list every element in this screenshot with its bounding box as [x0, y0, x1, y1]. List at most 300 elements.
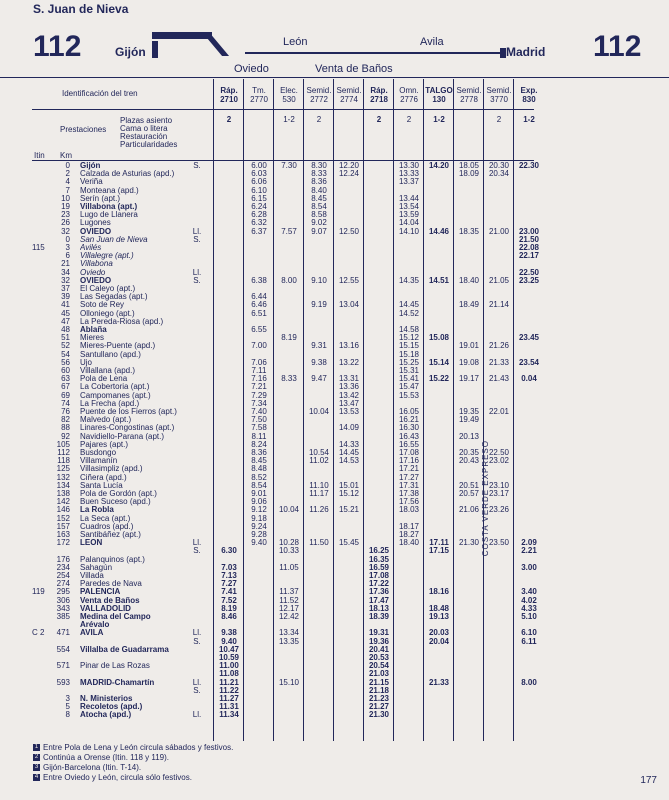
station-name: Calzada de Asturias (apd.): [80, 169, 175, 179]
time-cell: 12.20: [338, 161, 360, 170]
km-cell: 134: [56, 480, 70, 490]
time-cell: 23.54: [518, 357, 540, 367]
time-cell: 14.45: [338, 448, 360, 457]
km-cell: 37: [61, 284, 70, 293]
km-cell: 52: [61, 341, 70, 351]
time-cell: 9.12: [251, 505, 267, 515]
time-cell: 21.27: [368, 702, 390, 712]
station-name: La Frecha (apd.): [80, 398, 140, 408]
time-cell: 20.13: [458, 431, 480, 441]
km-cell: 274: [56, 579, 70, 589]
time-cell: 8.36: [311, 177, 327, 187]
km-cell: 7: [65, 185, 70, 195]
time-cell: 17.16: [398, 456, 420, 466]
time-cell: 7.52: [221, 595, 237, 605]
time-cell: 3.40: [521, 587, 537, 597]
time-cell: 6.28: [251, 210, 267, 220]
restauracion-label: Restauración: [120, 132, 168, 141]
time-cell: 19.49: [458, 415, 480, 425]
time-cell: 6.06: [251, 177, 267, 187]
km-cell: 593: [56, 677, 70, 687]
time-cell: 9.06: [251, 497, 267, 507]
time-cell: 8.33: [281, 374, 297, 384]
route-bar: [152, 41, 158, 58]
station-name: Linares-Congostinas (apt.): [80, 423, 175, 433]
time-cell: 15.47: [398, 382, 420, 392]
station-name: Cuadros (apd.): [80, 521, 134, 531]
arrival-departure-mark: Ll.: [192, 267, 202, 277]
time-cell: 6.11: [521, 636, 537, 646]
time-cell: 6.46: [251, 300, 267, 310]
time-cell: 6.51: [251, 308, 267, 318]
time-cell: 18.16: [428, 587, 450, 597]
time-cell: 8.30: [311, 161, 327, 170]
station-name: La Robla: [80, 505, 114, 515]
time-cell: 11.10: [309, 480, 329, 490]
time-cell: 7.00: [251, 341, 267, 351]
time-cell: 8.46: [221, 612, 237, 621]
train-type: TALGO: [425, 86, 453, 95]
time-cell: 15.31: [398, 366, 420, 375]
time-cell: 18.40: [398, 538, 420, 548]
footnote: [33, 743, 233, 752]
route-bar: [500, 48, 506, 58]
time-cell: 13.59: [398, 210, 420, 220]
station-name: Soto de Rey: [80, 300, 125, 310]
station-name: Serín (apt.): [80, 193, 121, 203]
time-cell: 15.14: [428, 357, 450, 367]
train-column-header: [304, 86, 334, 124]
time-cell: 6.37: [251, 226, 267, 236]
time-cell: 8.45: [251, 456, 267, 466]
footnote-number: 1: [34, 744, 39, 751]
train-type: Ráp.: [370, 86, 388, 95]
km-cell: 6: [65, 251, 70, 261]
time-cell: 6.38: [251, 275, 267, 285]
timetable-row: [32, 710, 534, 719]
time-cell: 9.47: [311, 374, 327, 384]
arrival-departure-mark: S.: [193, 546, 201, 556]
station-name: Buen Suceso (apd.): [80, 497, 151, 507]
time-cell: 14.33: [338, 439, 360, 449]
time-cell: 8.52: [251, 472, 267, 482]
time-cell: 18.05: [458, 161, 480, 170]
time-cell: 11.17: [309, 489, 329, 498]
time-cell: 17.21: [398, 464, 420, 474]
station-name: Sahagún: [80, 562, 113, 572]
train-column-header: [424, 86, 454, 124]
km-cell: 19: [61, 202, 70, 211]
station-name: OVIEDO: [80, 226, 112, 236]
timetable-number-right: 112: [593, 30, 642, 63]
train-plazas: 1-2: [523, 115, 535, 124]
time-cell: 10.47: [218, 644, 240, 654]
km-cell: 34: [61, 267, 70, 277]
time-cell: 8.48: [251, 464, 267, 474]
time-cell: 11.00: [219, 661, 239, 671]
timetable-header: [0, 0, 669, 78]
time-cell: 7.57: [281, 226, 297, 236]
time-cell: 17.22: [368, 579, 390, 589]
time-cell: 17.11: [429, 538, 449, 548]
time-cell: 6.24: [251, 202, 267, 211]
time-cell: 9.18: [251, 513, 267, 523]
time-cell: 10.54: [308, 448, 330, 457]
time-cell: 10.04: [278, 505, 300, 515]
station-name: La Pereda-Riosa (apd.): [80, 316, 164, 326]
km-cell: 74: [61, 398, 70, 408]
time-cell: 18.35: [458, 226, 480, 236]
train-number: 530: [282, 95, 296, 104]
time-cell: 11.37: [279, 587, 299, 597]
time-cell: 15.10: [278, 677, 300, 687]
train-column-header: [394, 86, 424, 124]
km-cell: 32: [61, 275, 70, 285]
km-cell: 45: [61, 308, 70, 318]
time-cell: 6.55: [251, 325, 267, 334]
train-type: Elec.: [280, 86, 298, 95]
time-cell: 20.41: [368, 644, 390, 654]
km-cell: 343: [56, 603, 70, 613]
to-station: Madrid: [506, 45, 546, 59]
train-type: Semid.: [486, 86, 512, 95]
time-cell: 4.02: [521, 595, 537, 605]
time-cell: 5.10: [521, 612, 537, 621]
time-cell: 13.54: [398, 202, 420, 211]
station-name: Ciñera (apd.): [80, 472, 127, 482]
train-column-header: [514, 86, 544, 124]
time-cell: 16.21: [398, 415, 420, 425]
rule: [32, 160, 534, 161]
station-name: Villalegre (apt.): [80, 251, 134, 261]
time-cell: 15.53: [398, 390, 420, 400]
time-cell: 6.00: [251, 161, 267, 170]
km-cell: 21: [61, 259, 70, 269]
time-cell: 9.38: [221, 628, 237, 638]
km-cell: 157: [56, 521, 70, 531]
time-cell: 6.30: [221, 546, 237, 556]
km-cell: 385: [56, 612, 70, 621]
cama-label: Cama o litera: [120, 124, 168, 133]
km-cell: 5: [65, 702, 70, 712]
time-cell: 14.04: [398, 218, 420, 228]
train-number: 2710: [220, 95, 238, 104]
time-cell: 14.52: [398, 308, 420, 318]
time-cell: 15.12: [398, 333, 420, 343]
km-cell: 26: [61, 218, 70, 228]
time-cell: 15.41: [398, 374, 420, 384]
time-cell: 21.14: [488, 300, 510, 310]
station-name: Santullano (apd.): [80, 349, 141, 359]
time-cell: 16.59: [368, 562, 390, 572]
train-id-label: Identificación del tren: [62, 89, 138, 98]
time-cell: 16.05: [398, 407, 420, 416]
time-cell: 14.09: [338, 423, 360, 433]
time-cell: 17.08: [368, 571, 390, 580]
km-cell: 51: [61, 333, 70, 343]
time-cell: 20.53: [368, 653, 390, 662]
time-cell: 8.19: [281, 333, 297, 343]
time-cell: 17.38: [398, 489, 420, 498]
train-number: 2774: [340, 95, 358, 104]
time-cell: 16.43: [398, 431, 420, 441]
train-plazas: 1-2: [433, 115, 445, 124]
km-cell: 76: [61, 407, 70, 416]
time-cell: 13.22: [338, 357, 360, 367]
km-label: Km: [60, 151, 72, 160]
km-cell: 47: [61, 316, 70, 326]
prestaciones-label: Prestaciones: [60, 125, 107, 134]
time-cell: 13.47: [338, 398, 360, 408]
time-cell: 9.28: [251, 530, 267, 539]
time-cell: 8.58: [311, 210, 327, 220]
time-cell: 23.45: [518, 333, 540, 343]
train-column-header: [364, 86, 394, 124]
time-cell: 11.26: [309, 505, 329, 515]
origin-label: S. Juan de Nieva: [33, 2, 129, 16]
station-name: El Caleyo (apt.): [80, 284, 136, 293]
via-avila: Avila: [420, 36, 444, 48]
via-venta: Venta de Baños: [315, 63, 393, 75]
time-cell: 13.44: [398, 193, 420, 203]
time-cell: 3.00: [521, 562, 537, 572]
station-name: Veriña: [80, 177, 103, 187]
time-cell: 8.11: [251, 431, 267, 441]
station-name: MADRID-Chamartín: [80, 677, 155, 687]
km-cell: 10: [61, 193, 70, 203]
time-cell: 7.58: [251, 423, 267, 433]
station-name: VALLADOLID: [80, 603, 131, 613]
time-cell: 21.03: [368, 669, 390, 679]
station-name: Villabona (apt.): [80, 202, 138, 211]
time-cell: 9.07: [311, 226, 327, 236]
time-cell: 21.05: [488, 275, 510, 285]
station-name: Pola de Gordón (apt.): [80, 489, 157, 498]
time-cell: 21.30: [458, 538, 480, 548]
itinerary-cell: C 2: [32, 628, 45, 638]
time-cell: 16.55: [398, 439, 420, 449]
time-cell: 7.41: [221, 587, 237, 597]
train-plazas: 2: [316, 115, 322, 124]
train-column-header: [244, 86, 274, 115]
time-cell: 6.32: [251, 218, 267, 228]
km-cell: 54: [61, 349, 70, 359]
time-cell: 7.27: [221, 579, 237, 589]
time-cell: 19.01: [458, 341, 480, 351]
time-cell: 15.22: [428, 374, 450, 384]
station-name: Gijón: [80, 161, 101, 170]
time-cell: 8.45: [311, 193, 327, 203]
time-cell: 21.18: [368, 685, 390, 695]
time-cell: 13.36: [338, 382, 360, 392]
time-cell: 18.39: [368, 612, 390, 621]
time-cell: 11.27: [219, 694, 239, 703]
time-cell: 13.35: [278, 636, 300, 646]
time-cell: 20.04: [428, 636, 450, 646]
station-name: Avilés: [80, 243, 102, 252]
station-name: Venta de Baños: [80, 595, 140, 605]
time-cell: 15.18: [398, 349, 420, 359]
station-name: Palanquinos (apt.): [80, 554, 145, 564]
time-cell: 2.21: [521, 546, 537, 556]
time-cell: 13.37: [398, 177, 420, 187]
time-cell: 9.38: [311, 357, 327, 367]
station-name: Villada: [80, 571, 104, 580]
train-type: Semid.: [306, 86, 332, 95]
time-cell: 17.31: [398, 480, 420, 490]
time-cell: 14.35: [398, 275, 420, 285]
time-cell: 15.45: [338, 538, 360, 548]
arrival-departure-mark: S.: [193, 234, 201, 244]
time-cell: 18.48: [428, 603, 450, 613]
time-cell: 23.10: [488, 480, 510, 490]
time-cell: 21.06: [458, 505, 480, 515]
station-name: La Seca (apt.): [80, 513, 131, 523]
train-type: Ráp.: [220, 86, 238, 95]
time-cell: 15.25: [398, 357, 420, 367]
station-name: Villalba de Guadarrama: [80, 644, 169, 654]
km-cell: 0: [65, 234, 70, 244]
time-cell: 13.04: [338, 300, 360, 310]
time-cell: 11.05: [279, 562, 299, 572]
time-cell: 9.24: [251, 521, 267, 531]
time-cell: 11.52: [279, 595, 299, 605]
time-cell: 15.08: [428, 333, 450, 343]
station-name: Campomanes (apt.): [80, 390, 151, 400]
time-cell: 9.19: [311, 300, 327, 310]
km-cell: 0: [65, 161, 70, 170]
time-cell: 10.59: [218, 653, 240, 662]
km-cell: 234: [56, 562, 70, 572]
time-cell: 18.13: [368, 603, 390, 613]
footnote: [33, 763, 141, 772]
station-name: Santa Lucía: [80, 480, 123, 490]
station-name: AVILA: [80, 628, 104, 638]
particularidades-label: Particularidades: [120, 140, 178, 149]
train-number: 3770: [490, 95, 508, 104]
time-cell: 8.19: [221, 603, 237, 613]
time-cell: 6.10: [251, 185, 267, 195]
km-cell: 306: [56, 595, 70, 605]
time-cell: 7.40: [251, 407, 267, 416]
time-cell: 21.43: [488, 374, 510, 384]
time-cell: 22.08: [518, 243, 540, 252]
station-name: Navidiello-Parana (apt.): [80, 431, 165, 441]
time-cell: 7.13: [221, 571, 237, 580]
via-oviedo: Oviedo: [234, 63, 269, 75]
time-cell: 18.03: [398, 505, 420, 515]
time-cell: 7.16: [251, 374, 267, 384]
time-cell: 23.17: [488, 489, 510, 498]
time-cell: 15.21: [338, 505, 360, 515]
time-cell: 21.00: [488, 226, 510, 236]
km-cell: 3: [65, 694, 70, 703]
station-name: PALENCIA: [80, 587, 121, 597]
station-name: Santibáñez (apt.): [80, 530, 141, 539]
time-cell: 15.01: [338, 480, 360, 490]
train-plazas: 2: [376, 115, 382, 124]
train-number: 2770: [250, 95, 268, 104]
km-cell: 471: [56, 628, 70, 638]
timetable-number-left: 112: [33, 30, 82, 63]
time-cell: 14.51: [428, 275, 450, 285]
time-cell: 20.03: [428, 628, 450, 638]
station-name: Pinar de Las Rozas: [80, 661, 150, 671]
km-cell: 176: [56, 554, 70, 564]
time-cell: 21.26: [488, 341, 510, 351]
km-cell: 56: [61, 357, 70, 367]
time-cell: 7.21: [251, 382, 267, 392]
time-cell: 20.43: [458, 456, 480, 466]
train-number: 2772: [310, 95, 328, 104]
train-type: Semid.: [336, 86, 362, 95]
train-column-header: [484, 86, 514, 124]
time-cell: 23.25: [518, 275, 540, 285]
time-cell: 22.01: [488, 407, 510, 416]
station-name: Pola de Lena: [80, 374, 128, 384]
time-cell: 19.13: [428, 612, 450, 621]
time-cell: 17.56: [398, 497, 420, 507]
time-cell: 9.02: [311, 218, 327, 228]
itin-label: Itin: [34, 151, 45, 160]
km-cell: 32: [61, 226, 70, 236]
time-cell: 6.03: [251, 169, 267, 179]
time-cell: 8.54: [311, 202, 327, 211]
time-cell: 11.50: [309, 538, 329, 548]
footnote: [33, 773, 192, 782]
time-cell: 12.55: [338, 275, 360, 285]
time-cell: 17.36: [368, 587, 390, 597]
time-cell: 13.42: [338, 390, 360, 400]
time-cell: 17.15: [428, 546, 450, 556]
time-cell: 14.53: [338, 456, 360, 466]
time-cell: 21.50: [518, 234, 540, 244]
time-cell: 11.21: [219, 677, 239, 687]
time-cell: 21.15: [368, 677, 390, 687]
time-cell: 6.44: [251, 292, 267, 302]
time-cell: 7.06: [251, 357, 267, 367]
train-type: Tm.: [252, 86, 266, 95]
station-name: Oviedo: [80, 267, 106, 277]
km-cell: 295: [56, 587, 70, 597]
arrival-departure-mark: S.: [193, 275, 201, 285]
km-cell: 138: [56, 489, 70, 498]
train-column-header: [274, 86, 304, 124]
time-cell: 16.25: [368, 546, 390, 556]
time-cell: 8.40: [311, 185, 327, 195]
time-cell: 22.50: [488, 448, 510, 457]
time-cell: 19.36: [368, 636, 390, 646]
time-cell: 14.46: [428, 226, 450, 236]
km-cell: 142: [56, 497, 70, 507]
km-cell: 254: [56, 571, 70, 580]
time-cell: 6.10: [521, 628, 537, 638]
km-cell: 48: [61, 325, 70, 334]
time-cell: 11.22: [219, 685, 239, 695]
time-cell: 22.30: [518, 161, 540, 170]
arrival-departure-mark: S.: [193, 685, 201, 695]
station-name: Paredes de Nava: [80, 579, 142, 589]
time-cell: 6.15: [251, 193, 267, 203]
train-type: Omn.: [399, 86, 419, 95]
time-cell: 17.27: [398, 472, 420, 482]
km-cell: 571: [56, 661, 70, 671]
rule: [32, 109, 534, 110]
footnote-number: 3: [34, 764, 39, 771]
itinerary-cell: 115: [32, 243, 45, 252]
time-cell: 19.31: [368, 628, 390, 638]
km-cell: 554: [56, 644, 70, 654]
